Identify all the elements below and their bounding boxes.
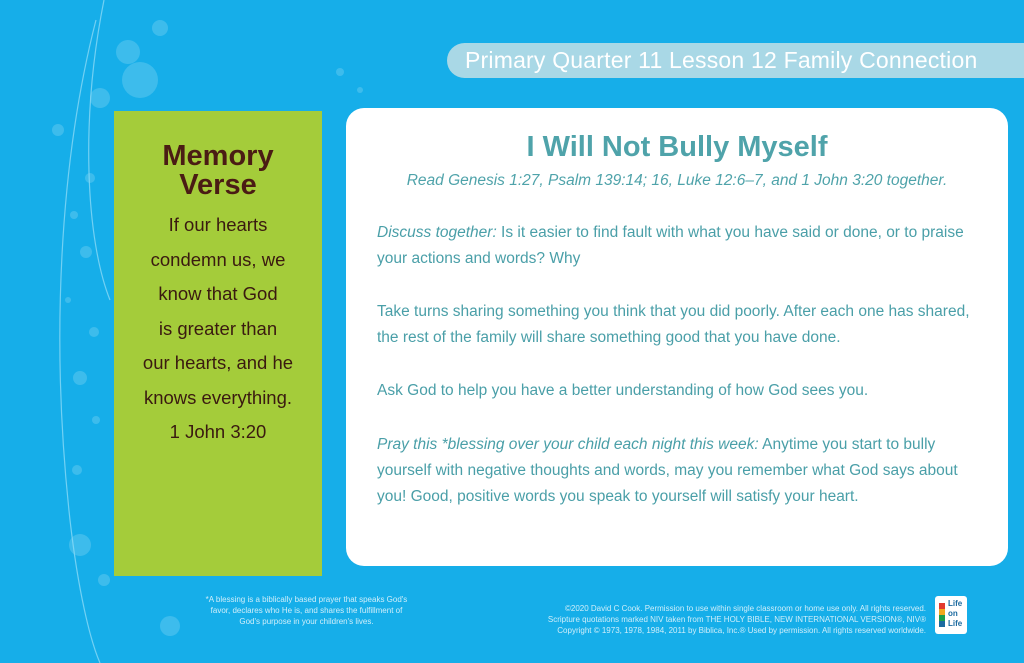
memory-title-line1: Memory <box>162 140 274 172</box>
memory-line: our hearts, and he <box>142 352 294 373</box>
memory-verse-reference: 1 John 3:20 <box>169 421 267 442</box>
discuss-text: Is it easier to find fault with what you have said or done, or to praise your actions and words? Why <box>377 224 964 267</box>
discuss-label: Discuss together: <box>377 224 497 241</box>
logo-stripes <box>939 603 945 627</box>
memory-line: condemn us, we <box>150 248 286 270</box>
logo-wordmark <box>948 599 962 629</box>
memory-line: If our hearts <box>168 214 268 235</box>
copyright-line: ©2020 David C Cook. Permission to use within single classroom or home use only. All rights reserved. <box>564 604 926 613</box>
life-on-life-logo <box>935 596 967 634</box>
lesson-title: I Will Not Bully Myself <box>526 131 828 163</box>
ask-paragraph: Ask God to help you have a better understanding of how God sees you. <box>377 382 869 399</box>
memory-verse-title <box>114 142 322 200</box>
memory-title-line2: Verse <box>179 169 257 201</box>
copyright-line: Copyright © 1973, 1978, 1984, 2011 by Biblica, Inc.® Used by permission. All rights reserved worldwide. <box>557 626 926 635</box>
pray-label: Pray this *blessing over your child each night this week: <box>377 436 759 453</box>
discuss-paragraph <box>377 220 989 272</box>
logo-word-1: Life <box>948 599 963 608</box>
memory-line: is greater than <box>158 317 278 339</box>
pray-text: Anytime you start to bully yourself with negative thoughts and words, may you remember what God says about you! Good, positive words you speak to yourself will satisfy your heart. <box>377 436 958 505</box>
logo-stripe-blue <box>939 621 945 627</box>
logo-word-2: on <box>948 609 958 618</box>
turns-paragraph: Take turns sharing something you think that you did poorly. After each one has shared, the rest of the family will share something good that you have done. <box>377 303 970 346</box>
memory-line: know that God <box>158 283 278 304</box>
logo-word-3: Life <box>948 619 963 628</box>
memory-verse-text <box>114 208 322 450</box>
memory-line: knows everything. <box>143 386 293 408</box>
copyright-notice <box>448 603 926 636</box>
pray-paragraph <box>377 432 989 510</box>
lesson-card <box>346 108 1008 566</box>
memory-verse-panel <box>114 111 322 576</box>
reading-assignment: Read Genesis 1:27, Psalm 139:14; 16, Luke 12:6–7, and 1 John 3:20 together. <box>406 172 948 189</box>
lesson-header: Primary Quarter 11 Lesson 12 Family Connection <box>447 43 1024 78</box>
blessing-footnote: *A blessing is a biblically based prayer that speaks God's favor, declares who He is, and shares the fulfillment of God's purpose in your children's lives. <box>205 595 408 626</box>
copyright-line: Scripture quotations marked NIV taken from THE HOLY BIBLE, NEW INTERNATIONAL VERSION®, NIV® <box>547 615 926 624</box>
